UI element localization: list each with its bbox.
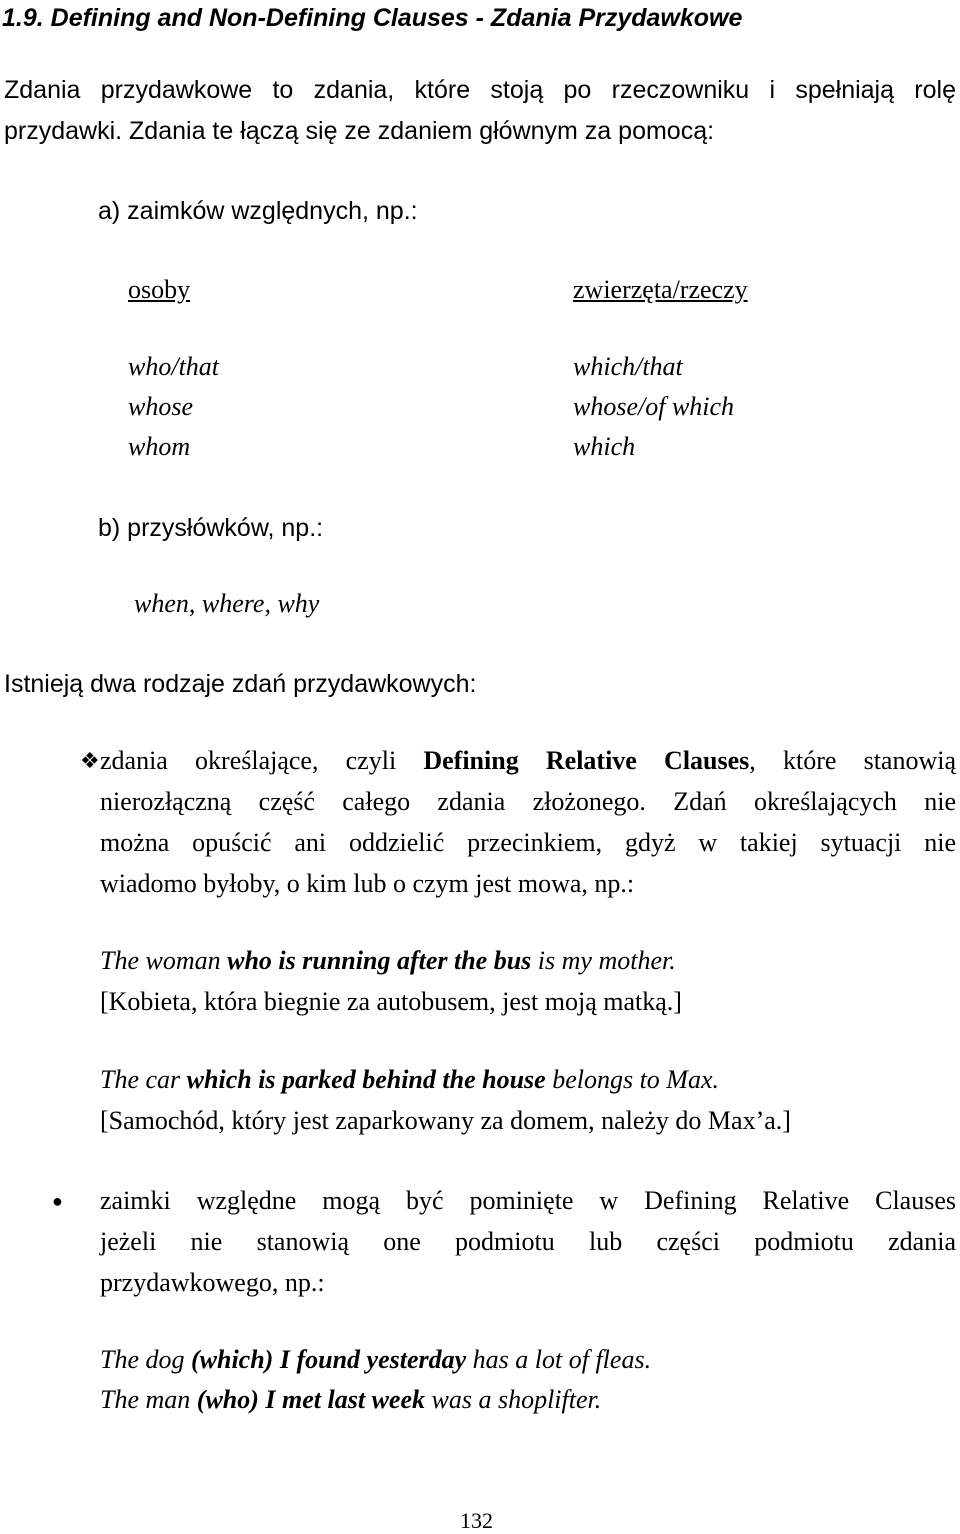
- example-sentence: The woman who is running after the bus is my mother.: [100, 946, 676, 975]
- section-b-label: b) przysłówków, np.:: [98, 514, 324, 542]
- term-defining-relative-clauses: Defining Relative Clauses: [423, 746, 750, 775]
- diamond-bullet-icon: ❖: [80, 748, 100, 773]
- people-pronoun: whom: [128, 432, 191, 461]
- things-pronoun: whose/of which: [573, 392, 735, 421]
- intro-line-2: przydawki. Zdania te łączą się ze zdaniem głównym za pomocą:: [4, 117, 715, 145]
- bullet1-line-2: nierozłączną część całego zdania złożonego. Zdań określających nie: [100, 787, 956, 816]
- example-sentence: The man (who) I met last week was a shoplifter.: [100, 1385, 602, 1414]
- section-a-label: a) zaimków względnych, np.:: [98, 197, 418, 225]
- people-pronoun: whose: [128, 392, 193, 421]
- section-heading: 1.9. Defining and Non-Defining Clauses - Zdania Przydawkowe: [2, 4, 743, 32]
- things-pronoun: which/that: [573, 352, 683, 381]
- types-intro: Istnieją dwa rodzaje zdań przydawkowych:: [4, 670, 477, 698]
- adverbs-list: when, where, why: [134, 589, 320, 618]
- example-translation: [Kobieta, która biegnie za autobusem, jest moją matką.]: [100, 987, 682, 1016]
- bullet1-line-1: zdania określające, czyli Defining Relative Clauses, które stanowią: [100, 746, 956, 775]
- bullet1-line-3: można opuścić ani oddzielić przecinkiem, gdyż w takiej sytuacji nie: [100, 828, 956, 857]
- col-things-header: zwierzęta/rzeczy: [573, 275, 748, 304]
- intro-line-1: Zdania przydawkowe to zdania, które stoją po rzeczowniku i spełniają rolę: [4, 76, 956, 104]
- dot-bullet-icon: ●: [52, 1191, 63, 1211]
- example-translation: [Samochód, który jest zaparkowany za domem, należy do Max’a.]: [100, 1106, 791, 1135]
- col-people-header: osoby: [128, 275, 191, 304]
- bullet2-line-2: jeżeli nie stanowią one podmiotu lub części podmiotu zdania: [100, 1227, 956, 1256]
- page-number: 132: [460, 1508, 493, 1533]
- bullet1-line-4: wiadomo byłoby, o kim lub o czym jest mowa, np.:: [100, 869, 635, 898]
- example-sentence: The dog (which) I found yesterday has a lot of fleas.: [100, 1345, 652, 1374]
- things-pronoun: which: [573, 432, 636, 461]
- people-pronoun: who/that: [128, 352, 220, 381]
- bullet2-line-1: zaimki względne mogą być pominięte w Defining Relative Clauses: [100, 1186, 956, 1215]
- bullet2-line-3: przydawkowego, np.:: [100, 1268, 325, 1297]
- example-sentence: The car which is parked behind the house belongs to Max.: [100, 1065, 719, 1094]
